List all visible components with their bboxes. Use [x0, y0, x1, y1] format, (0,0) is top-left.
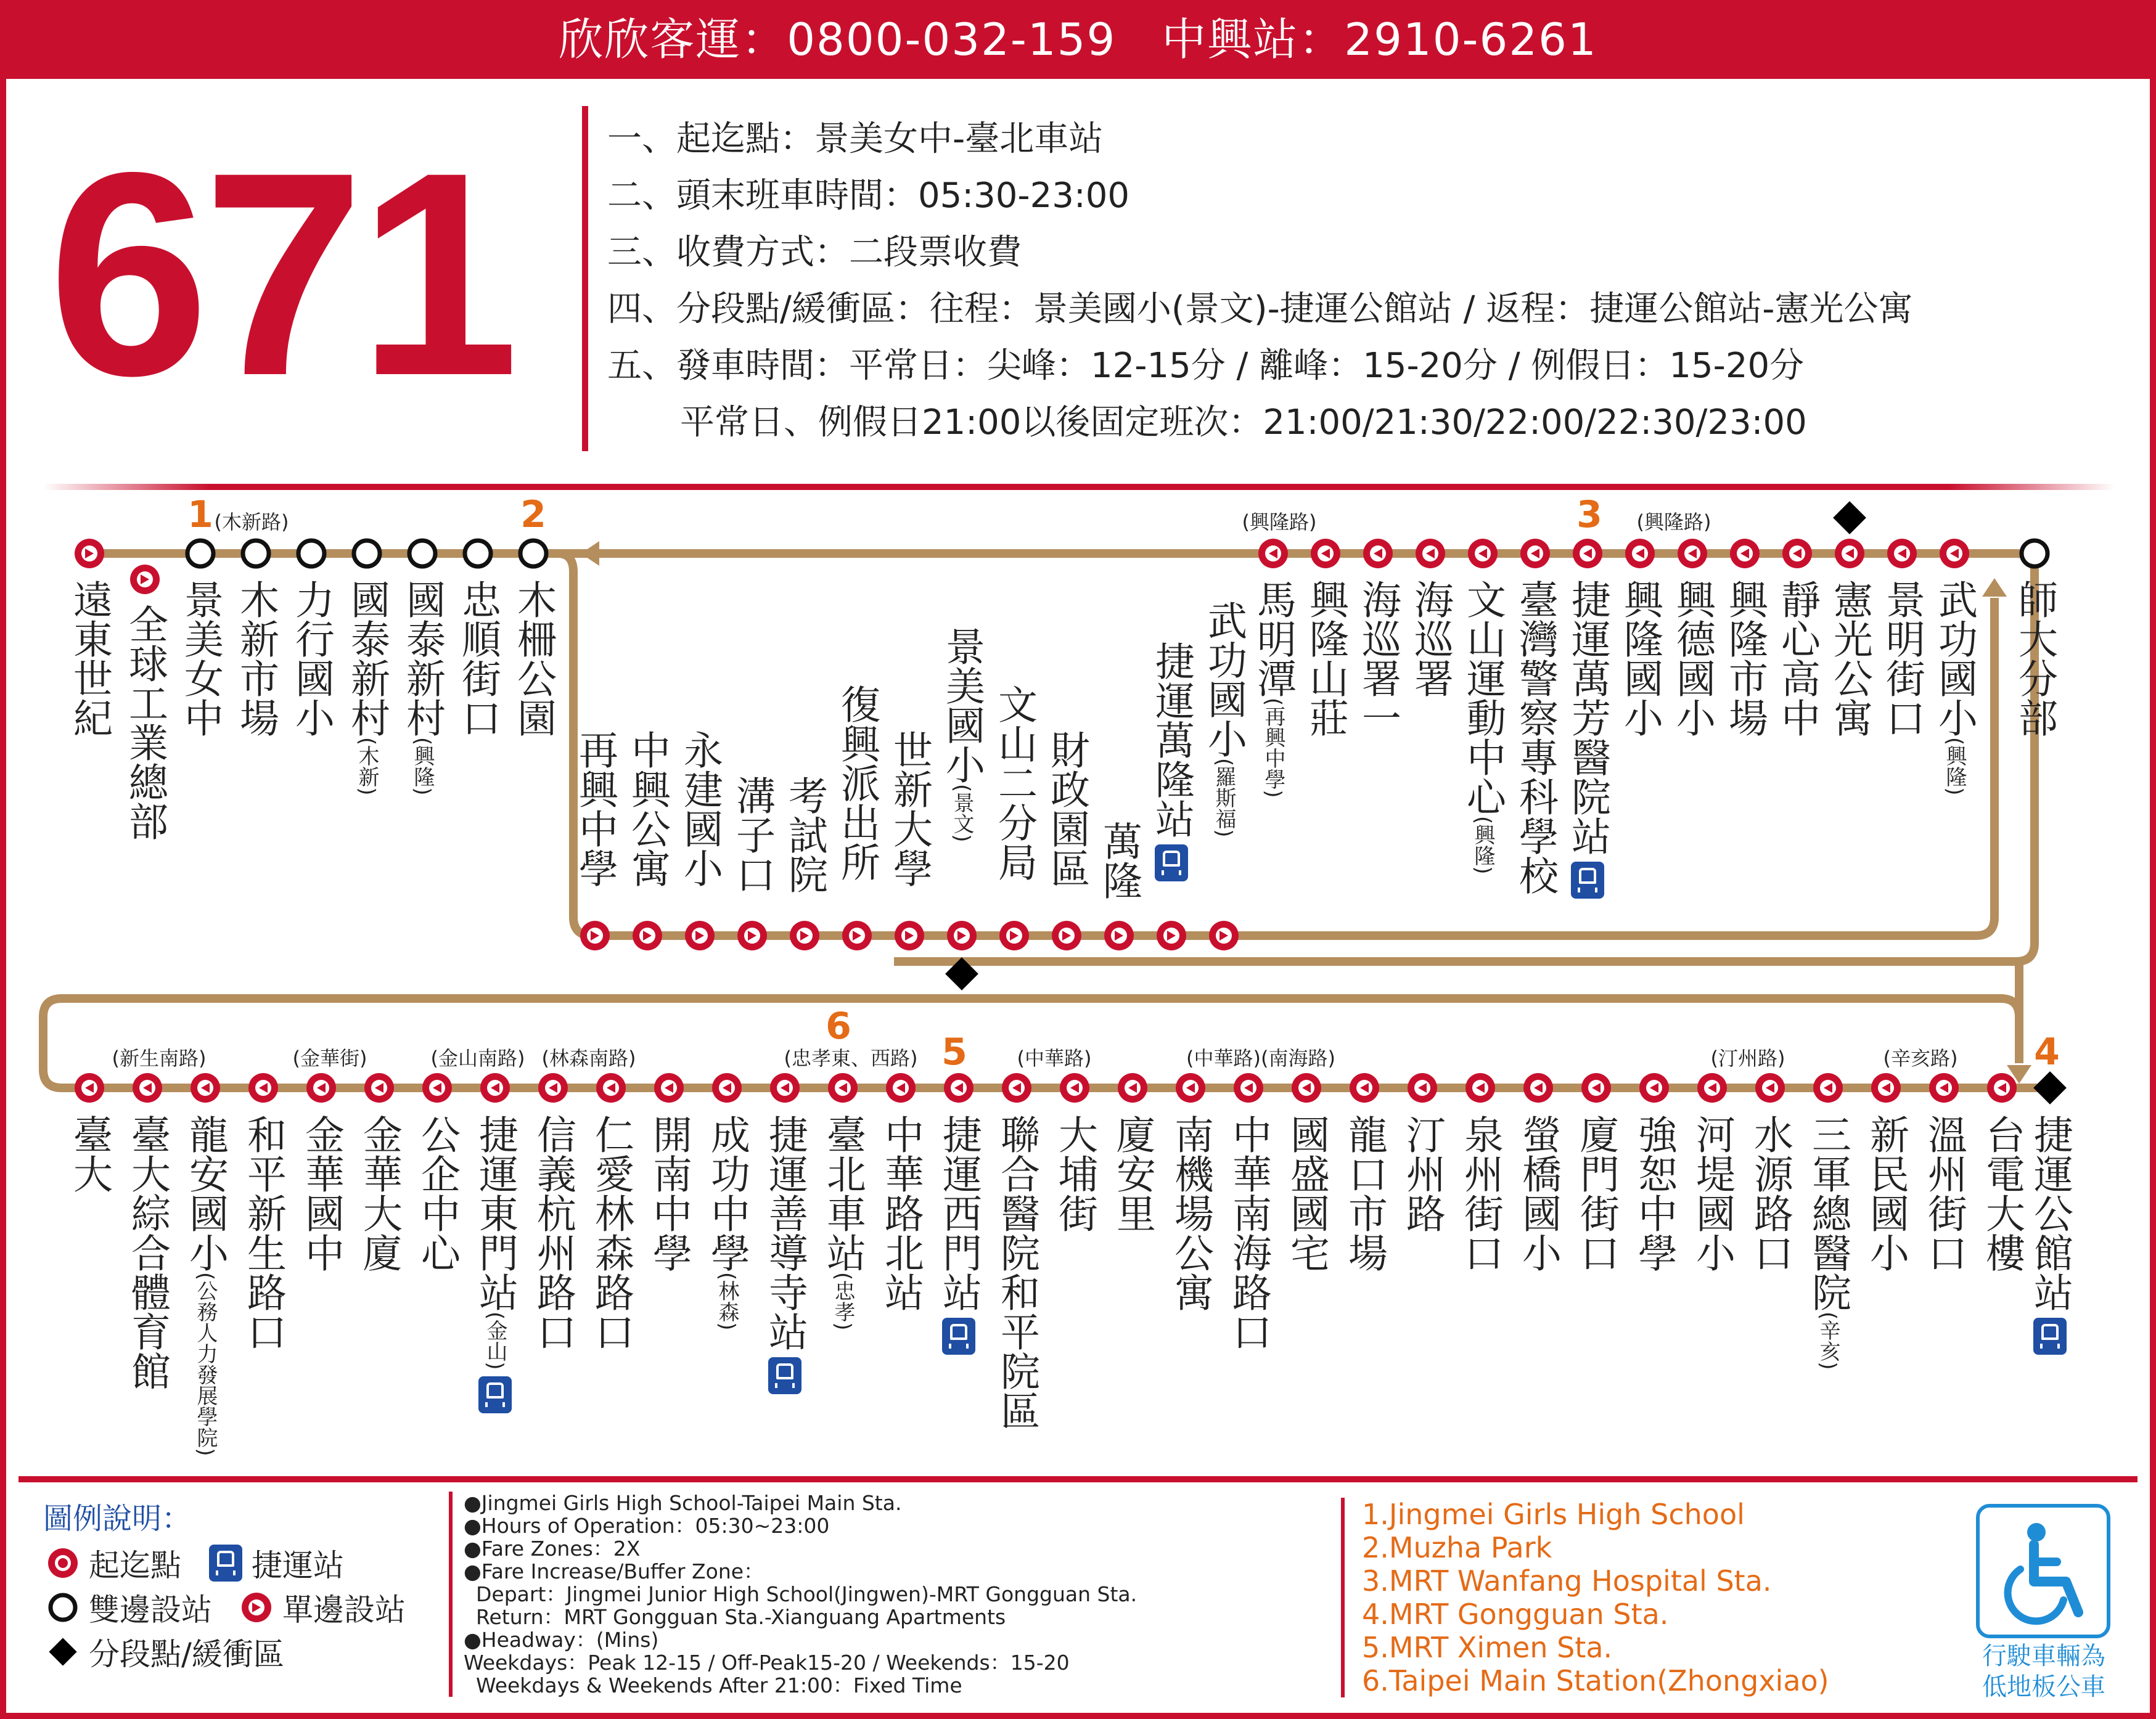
stop-label: [530, 1114, 576, 1351]
stop-label: [572, 730, 618, 888]
mrt-icon: [768, 1357, 801, 1394]
stop-label: [233, 579, 279, 737]
stop-marker: [248, 1073, 278, 1103]
stop-label: [1110, 1114, 1155, 1233]
stop-name: 和平新生路口: [240, 1114, 286, 1351]
stop-marker: [999, 921, 1029, 950]
road-label-linsen: (林森南路): [541, 1047, 636, 1070]
english-info: [449, 1492, 1137, 1697]
stop-name: 中華路北站: [878, 1114, 924, 1312]
stop-name: 公企中心: [414, 1114, 460, 1272]
stop-sub-label: (再興中學): [1261, 698, 1285, 798]
stop-label: [289, 579, 334, 737]
stop-marker: [1755, 1073, 1785, 1103]
info-fixed-times: 平常日、例假日21:00以後固定班次：21:00/21:30/22:00/22:30/23:00: [680, 402, 1807, 443]
stop-sub-label: (羅斯福): [1211, 758, 1236, 838]
en-headway: ●Headway：(Mins): [464, 1628, 659, 1652]
legend: [43, 1495, 430, 1674]
stop-marker: [1292, 1073, 1321, 1103]
stop-marker: [1835, 539, 1864, 568]
stop-name: 憲光公寓: [1827, 579, 1872, 737]
stop-label: [704, 1114, 750, 1331]
stop-marker: [1887, 539, 1917, 568]
stop-label: [125, 1114, 170, 1390]
stop-label: [994, 1114, 1039, 1430]
segment-number-4: 4: [2034, 1031, 2060, 1074]
road-label-jinshan: (金山南路): [430, 1047, 525, 1070]
stop-marker: [596, 1073, 626, 1103]
stop-name: 捷運西門站: [936, 1114, 982, 1312]
stop-marker: [737, 921, 767, 950]
segment-number-3: 3: [1576, 493, 1602, 536]
road-label-jinhua: (金華街): [292, 1047, 367, 1070]
stop-label: [936, 1114, 982, 1355]
stop-label: [455, 579, 501, 737]
mrt-icon: [206, 1543, 245, 1583]
stop-label: [1250, 579, 1296, 798]
stop-name: 文山運動中心: [1460, 579, 1506, 816]
stop-name: 木新市場: [233, 579, 279, 737]
stop-label: [834, 684, 880, 881]
stop-label: [1201, 600, 1247, 838]
stop-name: 木柵公園: [510, 579, 556, 737]
stop-label: [1774, 579, 1820, 737]
stop-label: [878, 1114, 924, 1312]
en-stop-3: 3.MRT Wanfang Hospital Sta.: [1362, 1564, 1772, 1598]
stop-label: [1400, 1114, 1445, 1233]
stop-marker: [130, 565, 160, 594]
en-stop-4: 4.MRT Gongguan Sta.: [1362, 1598, 1669, 1631]
stop-label: [67, 1114, 112, 1193]
stop-marker: [1002, 1073, 1031, 1103]
stop-marker: [75, 1073, 104, 1103]
stop-marker: [1871, 1073, 1901, 1103]
en-after-21: Weekdays & Weekends After 21:00：Fixed Time: [476, 1673, 962, 1697]
stop-marker: [685, 921, 715, 950]
stop-label: [298, 1114, 344, 1272]
stop-marker: [1782, 539, 1812, 568]
stop-marker: [580, 921, 610, 950]
stop-name: 捷運萬芳醫院站: [1565, 579, 1610, 855]
stop-name: 馬明潭: [1250, 579, 1296, 698]
segment-number-1: 1: [187, 493, 213, 536]
stop-marker: [828, 1073, 858, 1103]
route-arrow-left: [581, 541, 599, 566]
stop-marker: [1639, 1073, 1669, 1103]
info-hours: 二、頭末班車時間：05:30-23:00: [607, 176, 1129, 216]
stop-label: [1226, 1114, 1271, 1351]
stop-marker: [1697, 1073, 1727, 1103]
stop-label: [1044, 730, 1089, 888]
route-arrow-up: [1982, 578, 2007, 597]
stop-marker: [1416, 539, 1445, 568]
en-buffer-zone: ●Fare Increase/Buffer Zone：: [464, 1559, 764, 1583]
stop-label: [1863, 1114, 1909, 1272]
legend-single: 單邊設站: [282, 1592, 406, 1628]
stop-marker: [133, 1073, 162, 1103]
stop-label: [1747, 1114, 1793, 1272]
stop-marker: [243, 541, 269, 566]
zone-diamond-icon: [43, 1632, 83, 1672]
stop-name: 廈安里: [1110, 1114, 1155, 1233]
stop-name: 溝子口: [729, 775, 775, 894]
stop-sub-label: (興隆): [1942, 737, 1967, 796]
stop-name: 大埔街: [1052, 1114, 1097, 1233]
stop-name: 興德國小: [1670, 579, 1715, 737]
stop-sub-label: (金山): [483, 1312, 507, 1370]
stop-marker: [790, 921, 819, 950]
stop-marker: [1350, 1073, 1379, 1103]
stop-sub-label: (忠孝): [830, 1272, 855, 1331]
stop-name: 再興中學: [572, 730, 618, 888]
english-stops: [1341, 1498, 1829, 1697]
stop-marker: [354, 541, 380, 566]
terminal-icon: [43, 1543, 83, 1583]
stop-marker: [1157, 921, 1186, 950]
stop-name: 力行國小: [289, 579, 334, 737]
stop-marker: [1234, 1073, 1263, 1103]
stop-marker: [1625, 539, 1655, 568]
stop-label: [1355, 579, 1401, 737]
stop-label: [1457, 1114, 1503, 1272]
stop-marker: [1573, 539, 1602, 568]
stop-sub-label: (興隆): [1470, 816, 1495, 875]
en-terminals: ●Jingmei Girls High School-Taipei Main Sta.: [464, 1491, 902, 1515]
stop-name: 臺大綜合體育館: [125, 1114, 170, 1390]
stop-name: 信義杭州路口: [530, 1114, 576, 1351]
stop-name: 臺大: [67, 1114, 112, 1193]
stop-marker: [1520, 539, 1550, 568]
en-stop-6: 6.Taipei Main Station(Zhongxiao): [1362, 1664, 1829, 1697]
stop-marker: [1052, 921, 1081, 950]
stop-marker: [1813, 1073, 1843, 1103]
stop-marker: [947, 921, 977, 950]
road-label-muxin: (木新路): [214, 510, 289, 534]
row2-symbols: [580, 921, 1239, 990]
stop-marker: [1258, 539, 1288, 568]
stop-name: 台電大樓: [1979, 1114, 2025, 1272]
stop-label: [2012, 579, 2057, 737]
info-divider: [582, 106, 588, 451]
stop-name: 聯合醫院和平院區: [994, 1114, 1039, 1430]
info-fare-zone: 四、分段點/緩衝區：往程：景美國小(景文)-捷運公館站 / 返程：捷運公館站-憲光公寓: [607, 289, 1913, 329]
road-label-zhonghua: (中華路): [1017, 1047, 1092, 1070]
stop-name: 南機場公寓: [1168, 1114, 1213, 1312]
info-terminals: 一、起迄點：景美女中-臺北車站: [607, 119, 1104, 159]
stop-label: [400, 579, 445, 796]
stop-marker: [1468, 539, 1498, 568]
legend-zone: 分段點/緩衝區: [89, 1636, 284, 1672]
stop-label: [1805, 1114, 1851, 1370]
mrt-icon: [1155, 844, 1188, 881]
single-side-icon: [237, 1588, 276, 1627]
stop-label: [1512, 579, 1558, 895]
header-bar: 欣欣客運：0800-032-159 中興站：2910-6261: [0, 0, 2156, 79]
stop-marker: [712, 1073, 742, 1103]
stop-label: [820, 1114, 866, 1331]
stop-name: 三軍總醫院: [1805, 1114, 1851, 1312]
stop-label: [1631, 1114, 1677, 1272]
stop-label: [1052, 1114, 1097, 1233]
stop-marker: [944, 1073, 973, 1103]
stop-marker: [1311, 539, 1340, 568]
stop-name: 捷運善導寺站: [762, 1114, 808, 1351]
en-fare-zones: ●Fare Zones：2X: [464, 1537, 641, 1561]
stop-label: [1689, 1114, 1735, 1272]
stop-label: [1617, 579, 1663, 737]
stop-marker: [191, 1073, 220, 1103]
stop-marker: [187, 541, 213, 566]
stop-name: 萬隆: [1096, 821, 1142, 900]
stop-name: 景美國小: [939, 626, 985, 784]
stop-label: [1303, 579, 1348, 737]
en-stop-1: 1.Jingmei Girls High School: [1362, 1498, 1745, 1531]
stop-name: 仁愛林森路口: [588, 1114, 634, 1351]
stop-marker: [1678, 539, 1707, 568]
route-info: [607, 111, 1912, 451]
route-number: 671: [48, 112, 514, 436]
en-stop-5: 5.MRT Ximen Sta.: [1362, 1631, 1613, 1664]
stop-name: 景明街口: [1879, 579, 1925, 737]
stop-label: [1827, 579, 1872, 737]
stop-marker: [409, 541, 435, 566]
stop-marker: [1060, 1073, 1089, 1103]
stop-name: 遠東世紀: [67, 579, 112, 737]
stop-name: 廈門街口: [1573, 1114, 1619, 1272]
mrt-icon: [2033, 1318, 2067, 1355]
stop-name: 文山二分局: [991, 684, 1037, 881]
segment-number-2: 2: [520, 493, 546, 536]
stop-name: 武功國小: [1932, 579, 1977, 737]
zone-diamond-icon: [1833, 501, 1866, 534]
road-label-xinhai: (辛亥路): [1883, 1047, 1958, 1070]
stop-marker: [633, 921, 662, 950]
stop-name: 國盛國宅: [1284, 1114, 1329, 1272]
both-sides-icon: [43, 1588, 83, 1627]
stop-name: 海巡署: [1408, 579, 1453, 698]
stop-name: 中華南海路口: [1226, 1114, 1271, 1351]
stop-marker: [1987, 1073, 2017, 1103]
stop-name: 新民國小: [1863, 1114, 1909, 1272]
stop-label: [240, 1114, 286, 1351]
stop-marker: [886, 1073, 916, 1103]
stop-marker: [306, 1073, 336, 1103]
stop-sub-label: (木新): [355, 737, 379, 796]
stop-name: 靜心高中: [1774, 579, 1820, 737]
stop-label: [1921, 1114, 1967, 1272]
info-fare: 三、收費方式：二段票收費: [607, 232, 1022, 272]
stop-marker: [538, 1073, 568, 1103]
stop-marker: [422, 1073, 452, 1103]
stop-sub-label: (興隆): [410, 737, 435, 796]
stop-name: 財政園區: [1044, 730, 1089, 888]
stop-sub-label: (辛亥): [1816, 1312, 1840, 1370]
stop-marker: [1581, 1073, 1611, 1103]
stop-label: [182, 1114, 228, 1456]
stop-sub-label: (林森): [715, 1272, 739, 1331]
stop-name: 興隆山莊: [1303, 579, 1348, 737]
road-label-zhonghua-nanhai: (中華路)(南海路): [1186, 1047, 1335, 1070]
legend-both: 雙邊設站: [89, 1592, 212, 1628]
stop-label: [762, 1114, 808, 1394]
stop-label: [1979, 1114, 2025, 1272]
en-stop-2: 2.Muzha Park: [1362, 1531, 1552, 1564]
stop-label: [1565, 579, 1610, 899]
stop-marker: [1465, 1073, 1495, 1103]
stop-label: [2027, 1114, 2073, 1355]
stop-name: 金華大廈: [356, 1114, 402, 1272]
stop-name: 開南中學: [646, 1114, 692, 1272]
stop-marker: [1929, 1073, 1959, 1103]
stop-label: [472, 1114, 518, 1413]
stop-label: [1670, 579, 1715, 737]
stop-marker: [364, 1073, 394, 1103]
en-depart: Depart：Jingmei Junior High School(Jingwen)-MRT Gongguan Sta.: [476, 1582, 1137, 1606]
stop-marker: [480, 1073, 510, 1103]
stop-label: [1722, 579, 1768, 737]
stop-name: 國泰新村: [344, 579, 390, 737]
stop-label: [1168, 1114, 1213, 1312]
stop-name: 忠順街口: [455, 579, 501, 737]
en-weekdays: Weekdays：Peak 12-15 / Off-Peak15-20 / Weekends：15-20: [464, 1651, 1070, 1675]
stop-marker: [2022, 541, 2047, 566]
stop-name: 中興公寓: [625, 730, 670, 888]
stop-label: [677, 730, 723, 888]
road-label-xinsheng: (新生南路): [112, 1047, 207, 1070]
stop-name: 強恕中學: [1631, 1114, 1677, 1272]
legend-terminal: 起迄點: [89, 1548, 181, 1583]
stop-label: [646, 1114, 692, 1272]
stop-name: 龍口市場: [1342, 1114, 1387, 1272]
stop-label: [991, 684, 1037, 881]
legend-mrt: 捷運站: [252, 1548, 344, 1583]
stop-label: [1932, 579, 1977, 796]
stop-name: 臺北車站: [820, 1114, 866, 1272]
stop-name: 武功國小: [1201, 600, 1247, 758]
segment-number-6: 6: [826, 1005, 851, 1048]
stop-name: 捷運萬隆站: [1149, 641, 1194, 838]
stop-label: [344, 579, 390, 796]
stop-label: [1460, 579, 1506, 875]
stop-name: 汀州路: [1400, 1114, 1445, 1233]
stop-name: 景美女中: [178, 579, 223, 737]
stop-marker: [1408, 1073, 1437, 1103]
stop-name: 成功中學: [704, 1114, 750, 1272]
stop-name: 全球工業總部: [122, 604, 168, 841]
stop-label: [122, 604, 168, 841]
road-label-zhongxiao: (忠孝東、西路): [784, 1047, 918, 1070]
stop-name: 海巡署一: [1355, 579, 1401, 737]
stop-label: [1879, 579, 1925, 737]
mrt-icon: [942, 1318, 975, 1355]
footer-divider: [18, 1476, 2138, 1482]
stop-marker: [770, 1073, 800, 1103]
stop-marker: [1104, 921, 1134, 950]
stop-label: [887, 730, 932, 888]
stop-marker: [1176, 1073, 1205, 1103]
stop-label: [1149, 641, 1194, 881]
stop-marker: [75, 539, 104, 568]
stop-label: [1515, 1114, 1561, 1272]
stop-name: 興隆市場: [1722, 579, 1768, 737]
stop-name: 金華國中: [298, 1114, 344, 1272]
stop-label: [782, 775, 827, 894]
stop-label: [414, 1114, 460, 1272]
stop-name: 捷運公館站: [2027, 1114, 2073, 1312]
stop-sub-label: (景文): [949, 784, 974, 843]
info-headway: 五、發車時間：平常日：尖峰：12-15分 / 離峰：15-20分 / 例假日：15-20分: [607, 346, 1805, 386]
stop-label: [1408, 579, 1453, 698]
stop-marker: [1940, 539, 1969, 568]
stop-label: [510, 579, 556, 737]
stop-marker: [842, 921, 872, 950]
stop-marker: [520, 541, 546, 566]
stop-name: 世新大學: [887, 730, 932, 888]
en-return: Return：MRT Gongguan Sta.-Xianguang Apartments: [476, 1605, 1006, 1629]
stop-name: 興隆國小: [1617, 579, 1663, 737]
stop-marker: [1523, 1073, 1553, 1103]
stop-name: 螢橋國小: [1515, 1114, 1561, 1272]
stop-name: 水源路口: [1747, 1114, 1793, 1272]
stop-marker: [298, 541, 324, 566]
stop-marker: [1363, 539, 1393, 568]
stop-marker: [654, 1073, 684, 1103]
stop-marker: [1730, 539, 1760, 568]
stop-marker: [1209, 921, 1239, 950]
stop-marker: [465, 541, 491, 566]
wheelchair-icon: [1976, 1504, 2110, 1638]
row3-symbols: [75, 1071, 2067, 1104]
mrt-icon: [478, 1376, 512, 1413]
zone-diamond-icon: [2033, 1071, 2067, 1104]
stop-name: 永建國小: [677, 730, 723, 888]
stop-name: 溫州街口: [1921, 1114, 1967, 1272]
stop-label: [1342, 1114, 1387, 1272]
stop-name: 龍安國小: [182, 1114, 228, 1272]
segment-number-5: 5: [941, 1031, 967, 1074]
stop-name: 臺灣警察專科學校: [1512, 579, 1558, 895]
stop-name: 捷運東門站: [472, 1114, 518, 1312]
stop-name: 河堤國小: [1689, 1114, 1735, 1272]
legend-title: 圖例說明：: [43, 1501, 192, 1536]
accessible-label: 行駛車輛為 低地板公車: [1982, 1642, 2105, 1701]
stop-label: [1284, 1114, 1329, 1272]
stop-marker: [895, 921, 924, 950]
stop-marker: [1118, 1073, 1147, 1103]
stop-label: [1573, 1114, 1619, 1272]
stop-sub-label: (公務人力發展學院): [193, 1272, 218, 1456]
stop-name: 考試院: [782, 775, 827, 894]
stop-name: 復興派出所: [834, 684, 880, 881]
stop-name: 泉州街口: [1457, 1114, 1503, 1272]
stop-label: [939, 626, 985, 843]
stop-label: [1096, 821, 1142, 900]
stop-label: [178, 579, 223, 737]
stop-label: [729, 775, 775, 894]
stop-label: [67, 579, 112, 737]
road-label-tingzhou: (汀州路): [1710, 1047, 1785, 1070]
road-label-xinglong-2: (興隆路): [1636, 510, 1711, 534]
stop-name: 國泰新村: [400, 579, 445, 737]
stop-name: 師大分部: [2012, 579, 2057, 737]
mrt-icon: [1571, 862, 1604, 899]
stop-label: [588, 1114, 634, 1351]
en-hours: ●Hours of Operation：05:30~23:00: [464, 1514, 830, 1538]
stop-label: [625, 730, 670, 888]
stop-label: [356, 1114, 402, 1272]
road-label-xinglong: (興隆路): [1242, 510, 1317, 534]
